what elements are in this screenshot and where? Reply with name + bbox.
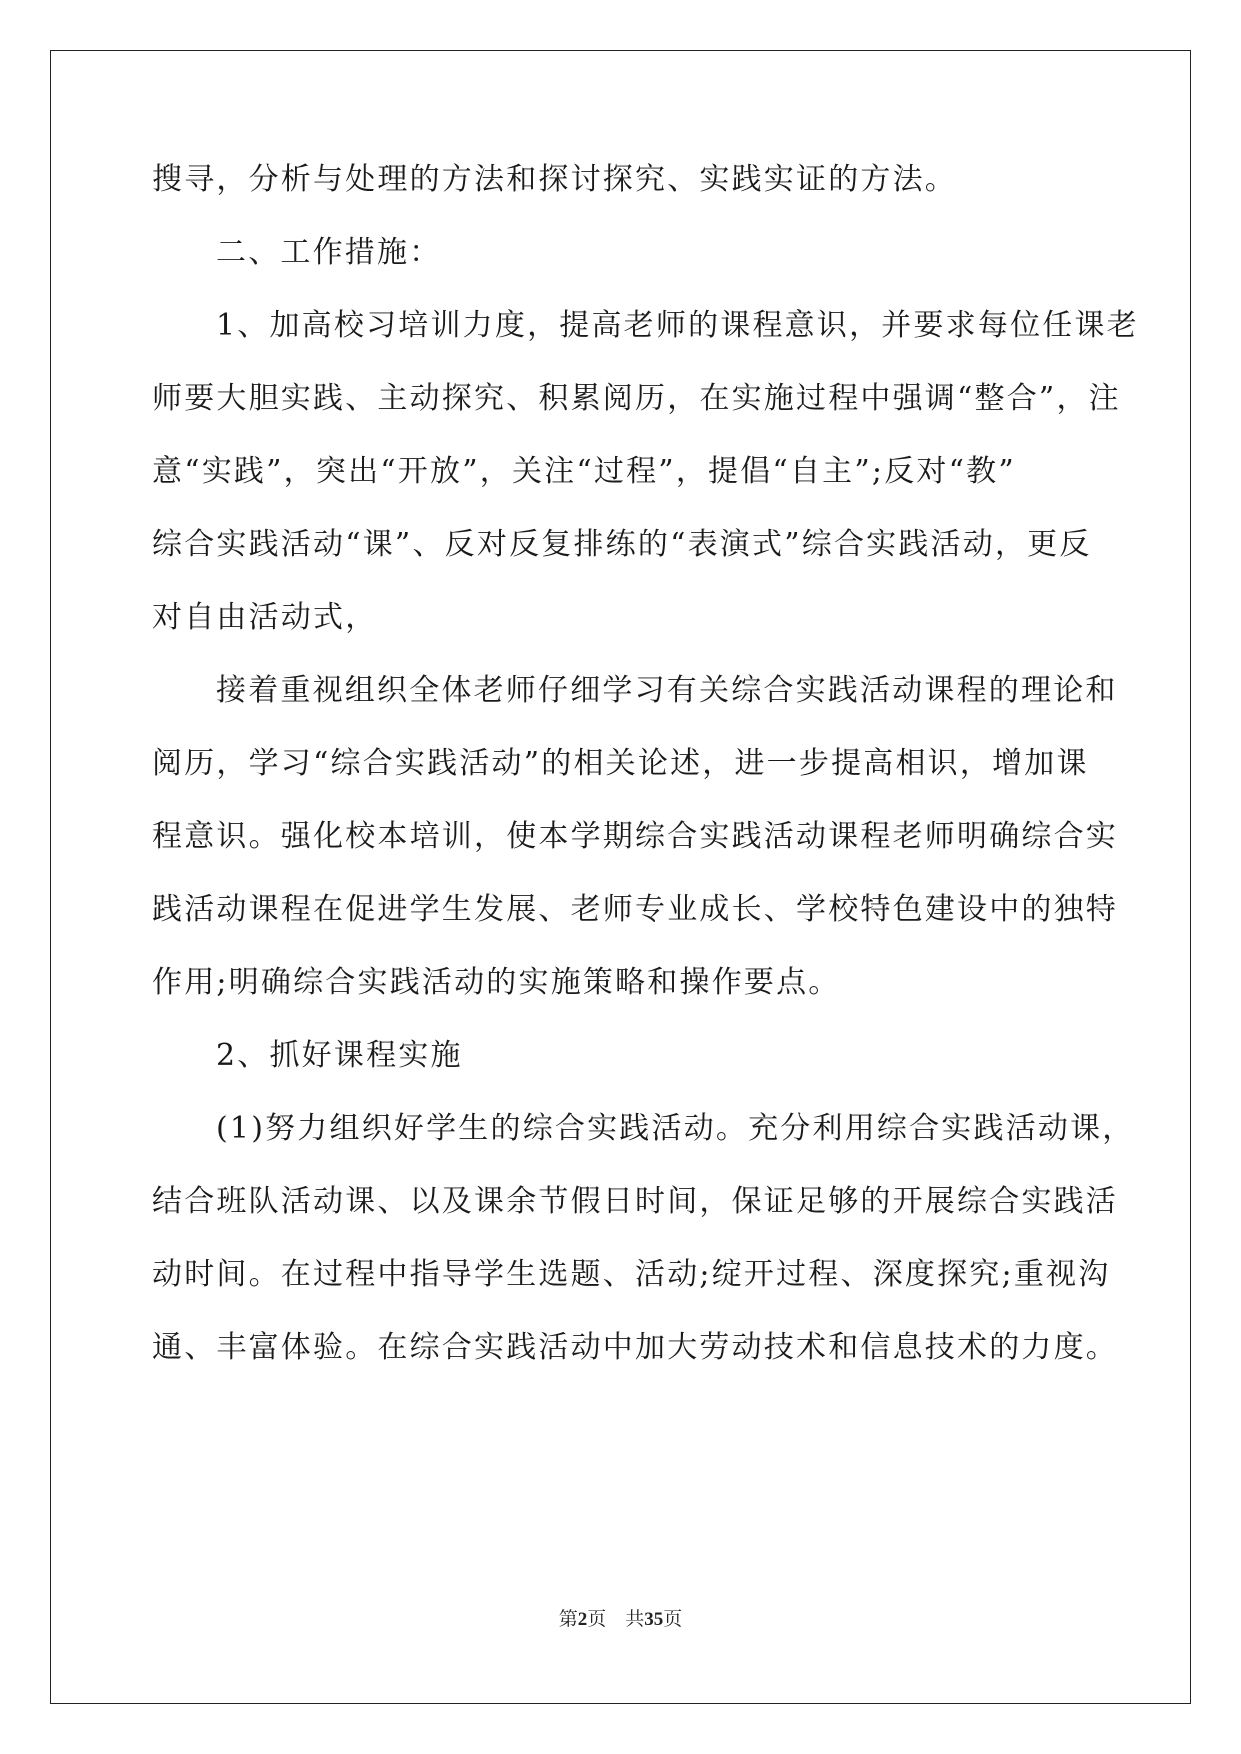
text-line: 程意识。强化校本培训，使本学期综合实践活动课程老师明确综合实 (152, 819, 1118, 854)
footer-page-suffix: 页 (587, 1609, 607, 1630)
page-number: 2 (577, 1609, 588, 1630)
text-line: 通、丰富体验。在综合实践活动中加大劳动技术和信息技术的力度。 (152, 1330, 1118, 1365)
text-line: 作用;明确综合实践活动的实施策略和操作要点。 (152, 965, 841, 1000)
total-pages: 35 (644, 1609, 664, 1630)
text-line: (1)努力组织好学生的综合实践活动。充分利用综合实践活动课， (216, 1111, 1135, 1146)
page-footer (0, 1604, 1241, 1631)
footer-total-prefix: 共 (625, 1609, 645, 1630)
text-line: 动时间。在过程中指导学生选题、活动;绽开过程、深度探究;重视沟 (152, 1257, 1111, 1292)
text-line: 阅历，学习“综合实践活动”的相关论述，进一步提高相识，增加课 (152, 746, 1089, 781)
page-border (50, 50, 1191, 1704)
text-line: 搜寻，分析与处理的方法和探讨探究、实践实证的方法。 (152, 162, 957, 197)
footer-total-suffix: 页 (663, 1609, 683, 1630)
text-line: 对自由活动式， (152, 600, 378, 635)
section-heading: 2、抓好课程实施 (216, 1038, 463, 1073)
section-heading: 二、工作措施： (216, 235, 442, 270)
text-line: 践活动课程在促进学生发展、老师专业成长、学校特色建设中的独特 (152, 892, 1118, 927)
text-line: 接着重视组织全体老师仔细学习有关综合实践活动课程的理论和 (216, 673, 1118, 708)
text-line: 1、加高校习培训力度，提高老师的课程意识，并要求每位任课老 (216, 308, 1139, 343)
text-line: 综合实践活动“课”、反对反复排练的“表演式”综合实践活动，更反 (152, 527, 1092, 562)
footer-prefix: 第 (558, 1609, 578, 1630)
text-line: 意“实践”，突出“开放”，关注“过程”，提倡“自主”;反对“教” (152, 454, 1016, 489)
text-line: 结合班队活动课、以及课余节假日时间，保证足够的开展综合实践活 (152, 1184, 1118, 1219)
text-line: 师要大胆实践、主动探究、积累阅历，在实施过程中强调“整合”，注 (152, 381, 1121, 416)
